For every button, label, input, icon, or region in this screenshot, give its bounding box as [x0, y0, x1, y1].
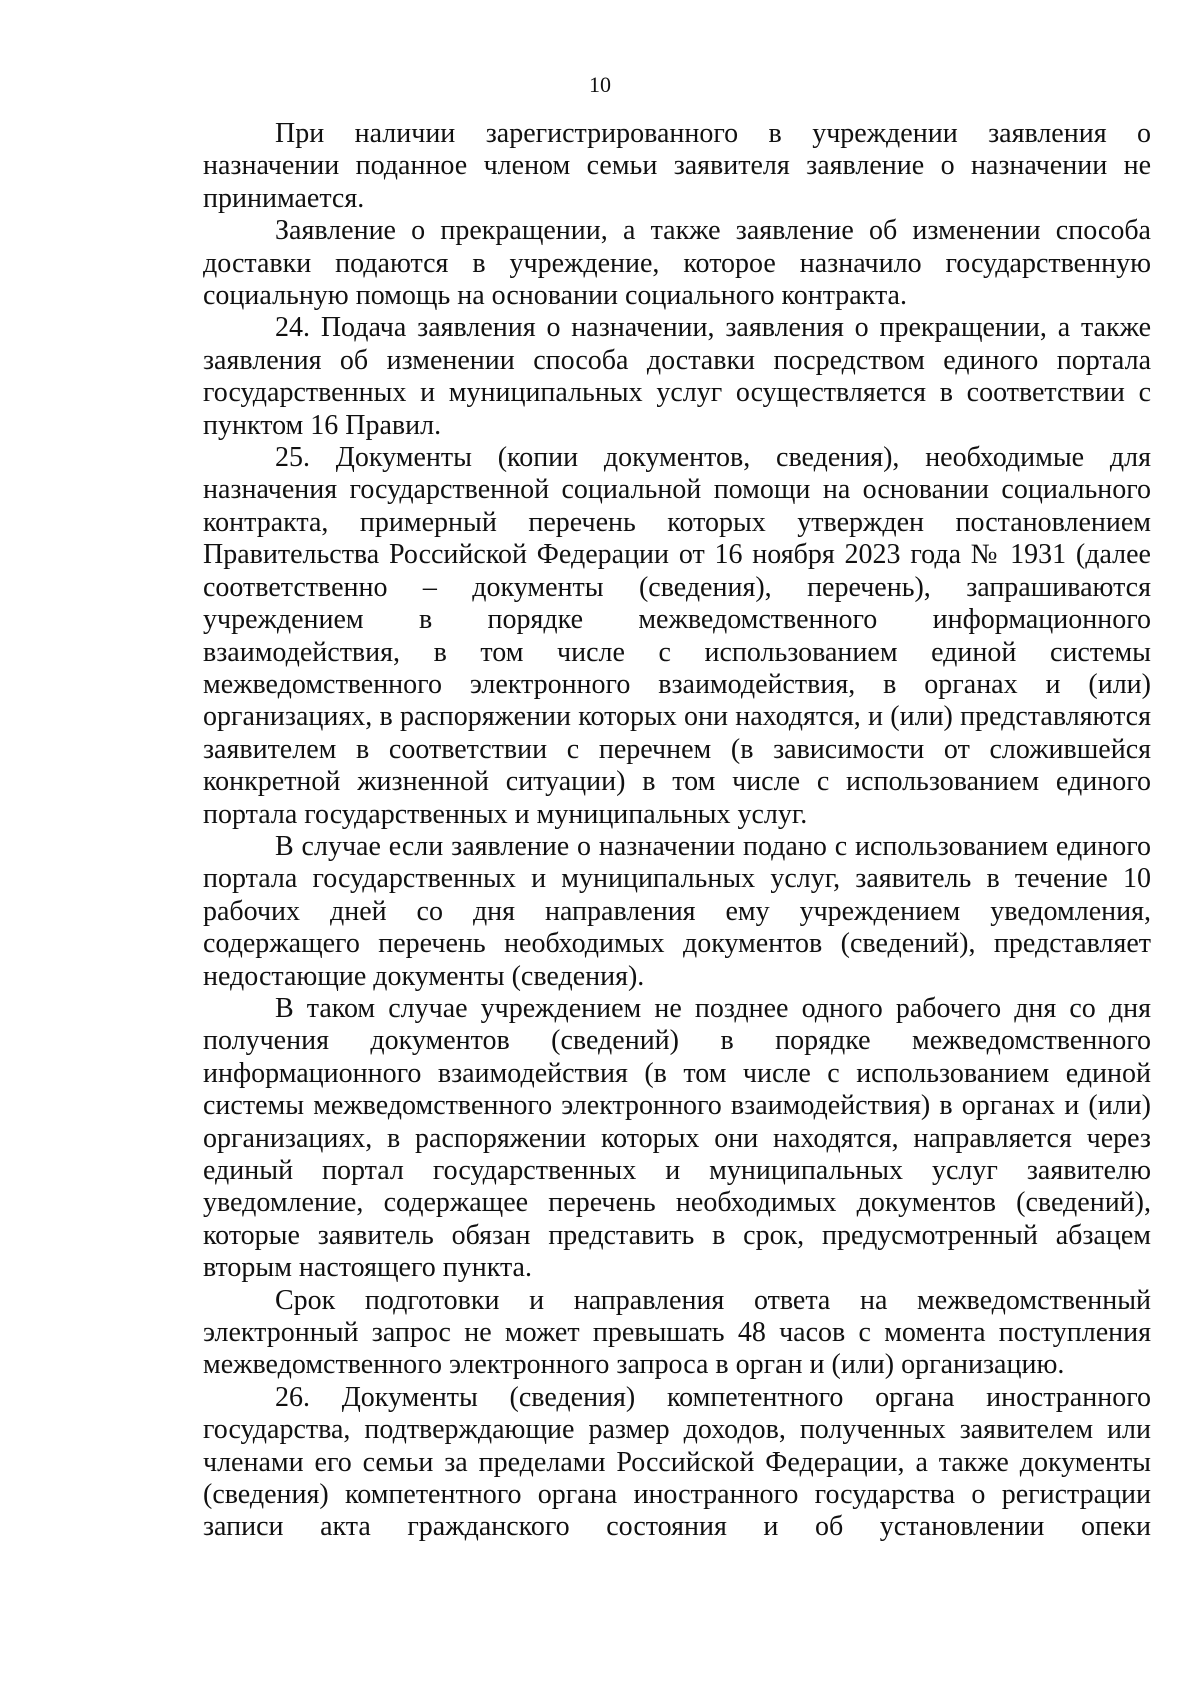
paragraph-26: 26. Документы (сведения) компетентного органа иностранного государства, подтверждающие размер доходов, полученных заявителем или членами его семьи за пределами Российской Федерации, а также документы (сведения) компетентного органа иностранного государства о регистрации записи акта гражданского состояния и об установлении опеки [203, 1381, 1151, 1543]
paragraph-25: 25. Документы (копии документов, сведения), необходимые для назначения государственной социальной помощи на основании социального контракта, примерный перечень которых утвержден постановлением Правительства Российской Федерации от 16 ноября 2023 года № 1931 (далее соответственно – документы (сведения), перечень), запрашиваются учреждением в порядке межведомственного информационного взаимодействия, в том числе с использованием единой системы межведомственного электронного взаимодействия, в органах и (или) организациях, в распоряжении которых они находятся, и (или) представляются заявителем в соответствии с перечнем (в зависимости от сложившейся конкретной жизненной ситуации) в том числе с использованием единого портала государственных и муниципальных услуг. [203, 442, 1151, 830]
paragraph-termination-application: Заявление о прекращении, а также заявление об изменении способа доставки подаются в учреждение, которое назначило государственную социальную помощь на основании социального контракта. [203, 215, 1151, 312]
page-number: 10 [589, 72, 611, 97]
paragraph-response-deadline: Срок подготовки и направления ответа на межведомственный электронный запрос не может превышать 48 часов с момента поступления межведомственного электронного запроса в орган и (или) организацию. [203, 1284, 1151, 1381]
paragraph-portal-application: В случае если заявление о назначении подано с использованием единого портала государственных и муниципальных услуг, заявитель в течение 10 рабочих дней со дня направления ему учреждением уведомления, содержащего перечень необходимых документов (сведений), представляет недостающие документы (сведения). [203, 830, 1151, 992]
paragraph-24: 24. Подача заявления о назначении, заявления о прекращении, а также заявления об изменении способа доставки посредством единого портала государственных и муниципальных услуг осуществляется в соответствии с пунктом 16 Правил. [203, 312, 1151, 441]
document-body [203, 118, 1151, 1544]
paragraph-registered-application: При наличии зарегистрированного в учреждении заявления о назначении поданное членом семьи заявителя заявление о назначении не принимается. [203, 118, 1151, 214]
paragraph-notification: В таком случае учреждением не позднее одного рабочего дня со дня получения документов (сведений) в порядке межведомственного информационного взаимодействия (в том числе с использованием единой системы межведомственного электронного взаимодействия) в органах и (или) организациях, в распоряжении которых они находятся, направляется через единый портал государственных и муниципальных услуг заявителю уведомление, содержащее перечень необходимых документов (сведений), которые заявитель обязан представить в срок, предусмотренный абзацем вторым настоящего пункта. [203, 992, 1151, 1284]
